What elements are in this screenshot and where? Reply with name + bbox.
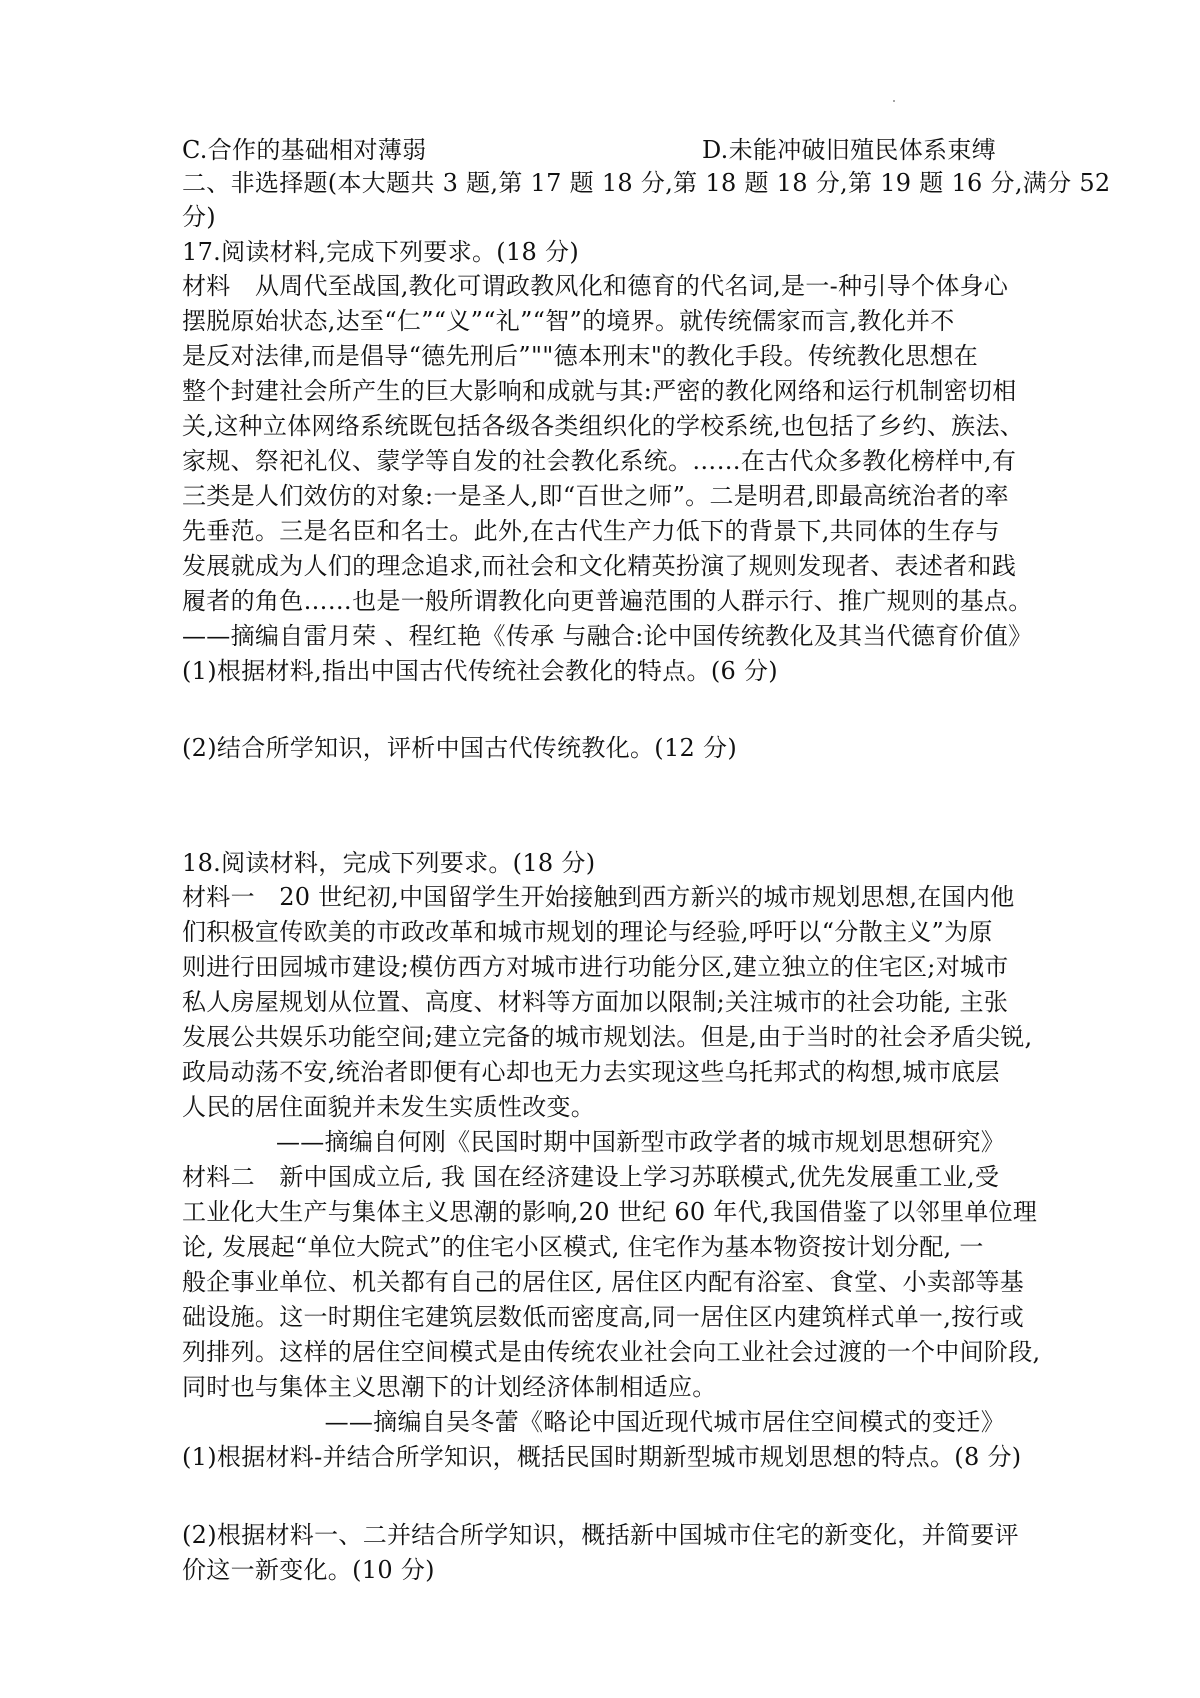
q18-material1-line: 发展公共娱乐功能空间;建立完备的城市规划法。但是,由于当时的社会矛盾尖锐, [182,1023,1033,1051]
section2-header-line1: 二、非选择题(本大题共 3 题,第 17 题 18 分,第 18 题 18 分,第 19 题 16 分,满分 52 [182,169,1111,197]
q18-source1: ——摘编自何刚《民国时期中国新型市政学者的城市规划思想研究》 [276,1128,1005,1156]
q17-material-line: 整个封建社会所产生的巨大影响和成就与其:严密的教化网络和运行机制密切相 [182,377,1017,405]
q18-material1-line: 人民的居住面貌并未发生实质性改变。 [182,1093,596,1121]
q16-options-row [182,133,996,167]
section2-header-line2: 分) [182,203,216,231]
q17-title: 17.阅读材料,完成下列要求。(18 分) [182,238,579,266]
q17-material-line: 先垂范。三是名臣和名士。此外,在古代生产力低下的背景下,共同体的生存与 [182,517,1000,545]
q18-sub1: (1)根据材料-并结合所学知识，概括民国时期新型城市规划思想的特点。(8 分) [182,1443,1022,1471]
q17-sub2: (2)结合所学知识，评析中国古代传统教化。(12 分) [182,734,737,762]
q18-material2-line: 同时也与集体主义思潮下的计划经济体制相适应。 [182,1373,717,1401]
q17-material-line: 履者的角色……也是一般所谓教化向更普遍范围的人群示行、推广规则的基点。 [182,587,1033,615]
q18-material2-line: 础设施。这一时期住宅建筑层数低而密度高,同一居住区内建筑样式单一,按行或 [182,1303,1025,1331]
q18-material2-line: 工业化大生产与集体主义思潮的影响,20 世纪 60 年代,我国借鉴了以邻里单位理 [182,1198,1038,1226]
option-d: D.未能冲破旧殖民体系束缚 [702,136,996,164]
q17-sub1: (1)根据材料,指出中国古代传统社会教化的特点。(6 分) [182,657,778,685]
q18-material1-line: 材料一 20 世纪初,中国留学生开始接触到西方新兴的城市规划思想,在国内他 [182,883,1015,911]
q17-material-line: 是反对法律,而是倡导“德先刑后”""德本刑末"的教化手段。传统教化思想在 [182,342,979,370]
q18-material1-line: 私人房屋规划从位置、高度、材料等方面加以限制;关注城市的社会功能, 主张 [182,988,1009,1016]
q17-material-line: 三类是人们效仿的对象:一是圣人,即“百世之师”。二是明君,即最高统治者的率 [182,482,1009,510]
q18-material1-line: 则进行田园城市建设;模仿西方对城市进行功能分区,建立独立的住宅区;对城市 [182,953,1009,981]
q18-material1-line: 们积极宣传欧美的市政改革和城市规划的理论与经验,呼吁以“分散主义”为原 [182,918,993,946]
q18-title: 18.阅读材料，完成下列要求。(18 分) [182,849,596,877]
q18-material1-line: 政局动荡不安,统治者即便有心却也无力去实现这些乌托邦式的构想,城市底层 [182,1058,1000,1086]
q17-material-line: 关,这种立体网络系统既包括各级各类组织化的学校系统,也包括了乡约、族法、 [182,412,1025,440]
scan-speck [893,100,895,102]
q17-material-line: 材料 从周代至战国,教化可谓政教风化和德育的代名词,是一-种引导个体身心 [182,272,1009,300]
q18-sub2-line2: 价这一新变化。(10 分) [182,1556,435,1584]
q17-material-line: 家规、祭祀礼仪、蒙学等自发的社会教化系统。……在古代众多教化榜样中,有 [182,447,1017,475]
q18-material2-line: 列排列。这样的居住空间模式是由传统农业社会向工业社会过渡的一个中间阶段, [182,1338,1041,1366]
q17-source: ——摘编自雷月荣 、程红艳《传承 与融合:论中国传统教化及其当代德育价值》 [182,622,1033,650]
q18-material2-line: 般企事业单位、机关都有自己的居住区, 居住区内配有浴室、食堂、小卖部等基 [182,1268,1025,1296]
q18-material2-line: 论, 发展起“单位大院式”的住宅小区模式, 住宅作为基本物资按计划分配, 一 [182,1233,984,1261]
q18-source2: ——摘编自吴冬蕾《略论中国近现代城市居住空间模式的变迁》 [324,1408,1005,1436]
q18-sub2-line1: (2)根据材料一、二并结合所学知识，概括新中国城市住宅的新变化，并简要评 [182,1521,1019,1549]
q17-material-line: 发展就成为人们的理念追求,而社会和文化精英扮演了规则发现者、表述者和践 [182,552,1017,580]
option-c: C.合作的基础相对薄弱 [182,136,427,164]
q17-material-line: 摆脱原始状态,达至“仁”“义”“礼”“智”的境界。就传统儒家而言,教化并不 [182,307,955,335]
q18-material2-line: 材料二 新中国成立后, 我 国在经济建设上学习苏联模式,优先发展重工业,受 [182,1163,1000,1191]
